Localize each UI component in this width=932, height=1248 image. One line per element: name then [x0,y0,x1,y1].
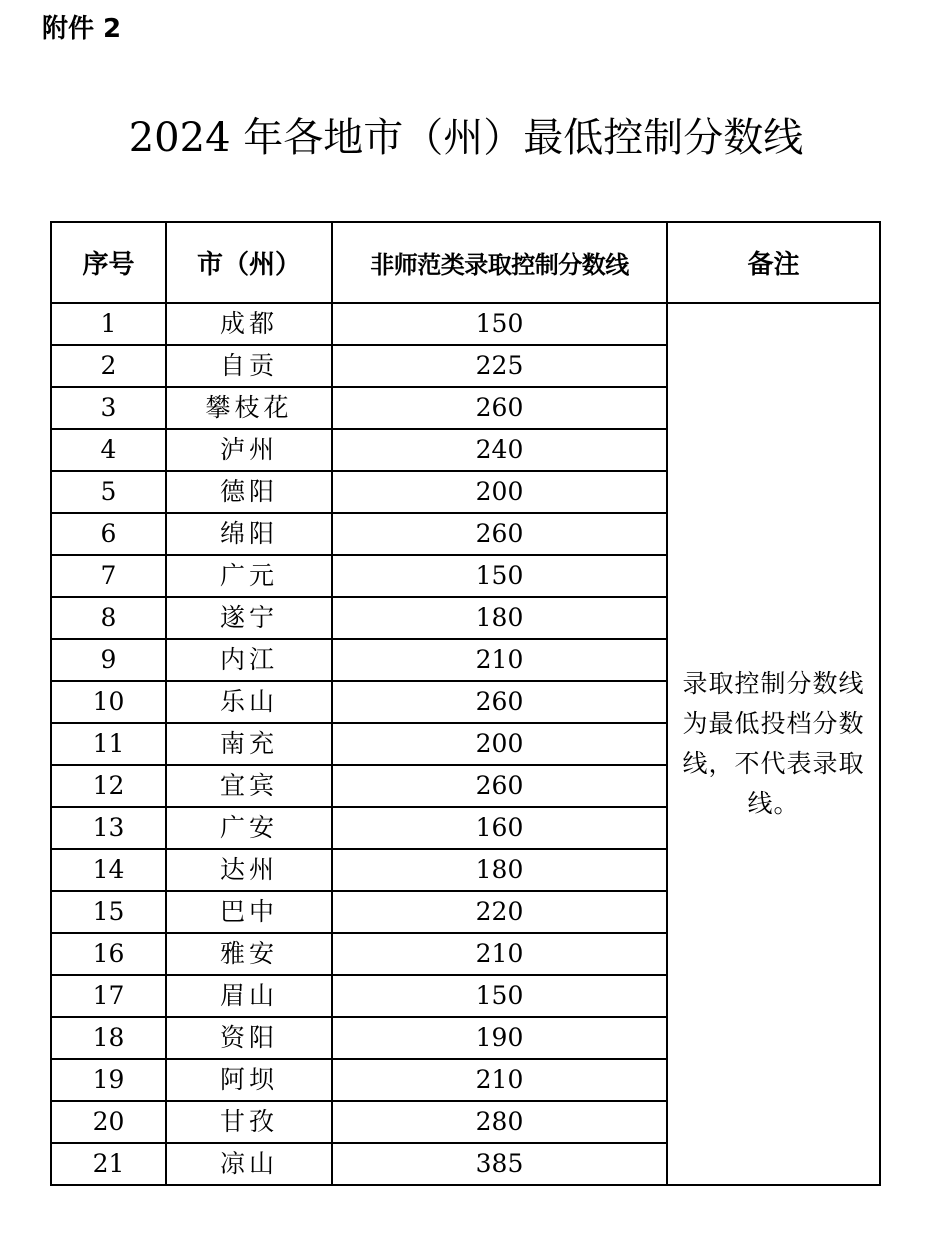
row-index: 20 [51,1101,166,1143]
row-index: 3 [51,387,166,429]
row-index: 21 [51,1143,166,1185]
row-index: 6 [51,513,166,555]
table-row [51,303,880,345]
header-index: 序号 [51,222,166,303]
row-score: 240 [332,429,667,471]
row-index: 10 [51,681,166,723]
row-city: 乐山 [166,681,332,723]
row-score: 200 [332,471,667,513]
row-score: 260 [332,681,667,723]
row-score: 200 [332,723,667,765]
row-index: 4 [51,429,166,471]
attachment-label: 附件 2 [42,14,122,44]
row-city: 甘孜 [166,1101,332,1143]
row-score: 220 [332,891,667,933]
row-city: 成都 [166,303,332,345]
row-score: 160 [332,807,667,849]
score-table [50,221,881,1186]
row-city: 巴中 [166,891,332,933]
row-city: 宜宾 [166,765,332,807]
row-score: 150 [332,975,667,1017]
row-index: 12 [51,765,166,807]
table-body [51,303,880,1185]
row-index: 2 [51,345,166,387]
header-score: 非师范类录取控制分数线 [332,222,667,303]
row-score: 260 [332,513,667,555]
row-index: 7 [51,555,166,597]
row-index: 17 [51,975,166,1017]
row-score: 210 [332,933,667,975]
row-score: 280 [332,1101,667,1143]
row-score: 225 [332,345,667,387]
row-index: 1 [51,303,166,345]
row-city: 泸州 [166,429,332,471]
row-score: 180 [332,849,667,891]
row-score: 260 [332,387,667,429]
page-title: 2024 年各地市（州）最低控制分数线 [128,115,804,161]
row-index: 13 [51,807,166,849]
row-index: 19 [51,1059,166,1101]
row-city: 遂宁 [166,597,332,639]
row-score: 385 [332,1143,667,1185]
row-city: 雅安 [166,933,332,975]
row-score: 180 [332,597,667,639]
row-score: 210 [332,1059,667,1101]
row-index: 8 [51,597,166,639]
row-index: 5 [51,471,166,513]
row-city: 德阳 [166,471,332,513]
row-city: 内江 [166,639,332,681]
header-note: 备注 [667,222,880,303]
row-city: 阿坝 [166,1059,332,1101]
row-index: 9 [51,639,166,681]
row-index: 18 [51,1017,166,1059]
row-score: 150 [332,303,667,345]
row-city: 广安 [166,807,332,849]
row-score: 260 [332,765,667,807]
row-city: 自贡 [166,345,332,387]
row-score: 190 [332,1017,667,1059]
row-city: 眉山 [166,975,332,1017]
row-index: 15 [51,891,166,933]
row-city: 凉山 [166,1143,332,1185]
row-city: 南充 [166,723,332,765]
row-index: 11 [51,723,166,765]
row-index: 16 [51,933,166,975]
row-city: 攀枝花 [166,387,332,429]
row-city: 绵阳 [166,513,332,555]
row-city: 达州 [166,849,332,891]
header-city: 市（州） [166,222,332,303]
table-header-row [51,222,880,303]
note-cell: 录取控制分数线为最低投档分数线，不代表录取线。 [667,303,880,1185]
row-score: 210 [332,639,667,681]
row-city: 资阳 [166,1017,332,1059]
row-city: 广元 [166,555,332,597]
row-index: 14 [51,849,166,891]
row-score: 150 [332,555,667,597]
